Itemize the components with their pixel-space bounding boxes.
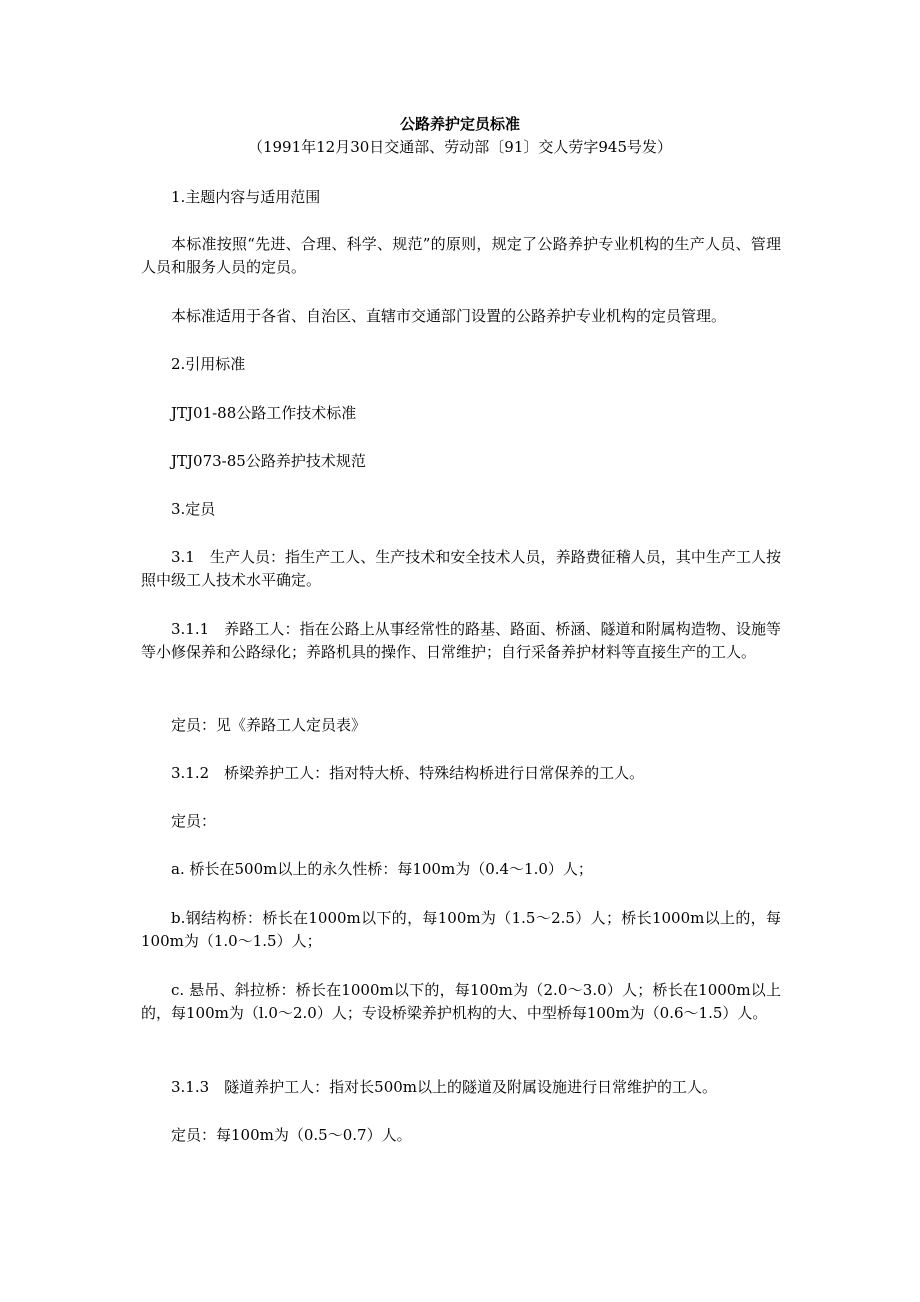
document-subtitle: （1991年12月30日交通部、劳动部〔91〕交人劳字945号发） <box>247 138 673 156</box>
reference-item: JTJ01-88公路工作技术标准 <box>171 404 357 422</box>
section-heading-staffing: 3.定员 <box>171 500 216 518</box>
section-heading-scope: 1.主题内容与适用范围 <box>171 188 321 206</box>
paragraph-tunnel-staffing: 定员：每100m为（0.5～0.7）人。 <box>171 1126 412 1144</box>
paragraph-staffing-ref: 定员：见《养路工人定员表》 <box>171 716 367 734</box>
paragraph-3-1-3: 3.1.3 隧道养护工人：指对长500m以上的隧道及附属设施进行日常维护的工人。 <box>171 1078 718 1096</box>
reference-item: JTJ073-85公路养护技术规范 <box>171 452 366 470</box>
paragraph-staffing-label: 定员： <box>171 812 217 830</box>
list-item-c: c. 悬吊、斜拉桥：桥长在1000m以下的，每100m为（2.0～3.0）人；桥长在1000m以上的，每100m为（l.0～2.0）人；专设桥梁养护机构的大、中型桥每100m为（0.6～1.5）人。 <box>141 981 781 1022</box>
list-item-b: b.钢结构桥：桥长在1000m以下的，每100m为（1.5～2.5）人；桥长1000m以上的，每100m为（1.0～1.5）人； <box>141 909 781 950</box>
section-heading-references: 2.引用标准 <box>171 355 246 373</box>
paragraph-3-1-1: 3.1.1 养路工人：指在公路上从事经常性的路基、路面、桥涵、隧道和附属构造物、设施等等小修保养和公路绿化；养路机具的操作、日常维护；自行采备养护材料等直接生产的工人。 <box>141 620 781 661</box>
paragraph-principle: 本标准按照“先进、合理、科学、规范”的原则，规定了公路养护专业机构的生产人员、管理人员和服务人员的定员。 <box>141 235 781 276</box>
paragraph-3-1-2: 3.1.2 桥梁养护工人：指对特大桥、特殊结构桥进行日常保养的工人。 <box>171 764 645 782</box>
document-title: 公路养护定员标准 <box>399 115 520 133</box>
paragraph-applicability: 本标准适用于各省、自治区、直辖市交通部门设置的公路养护专业机构的定员管理。 <box>171 307 727 325</box>
list-item-a: a. 桥长在500m以上的永久性桥：每100m为（0.4～1.0）人； <box>171 860 593 878</box>
paragraph-3-1: 3.1 生产人员：指生产工人、生产技术和安全技术人员，养路费征稽人员，其中生产工人按照中级工人技术水平确定。 <box>141 548 781 589</box>
